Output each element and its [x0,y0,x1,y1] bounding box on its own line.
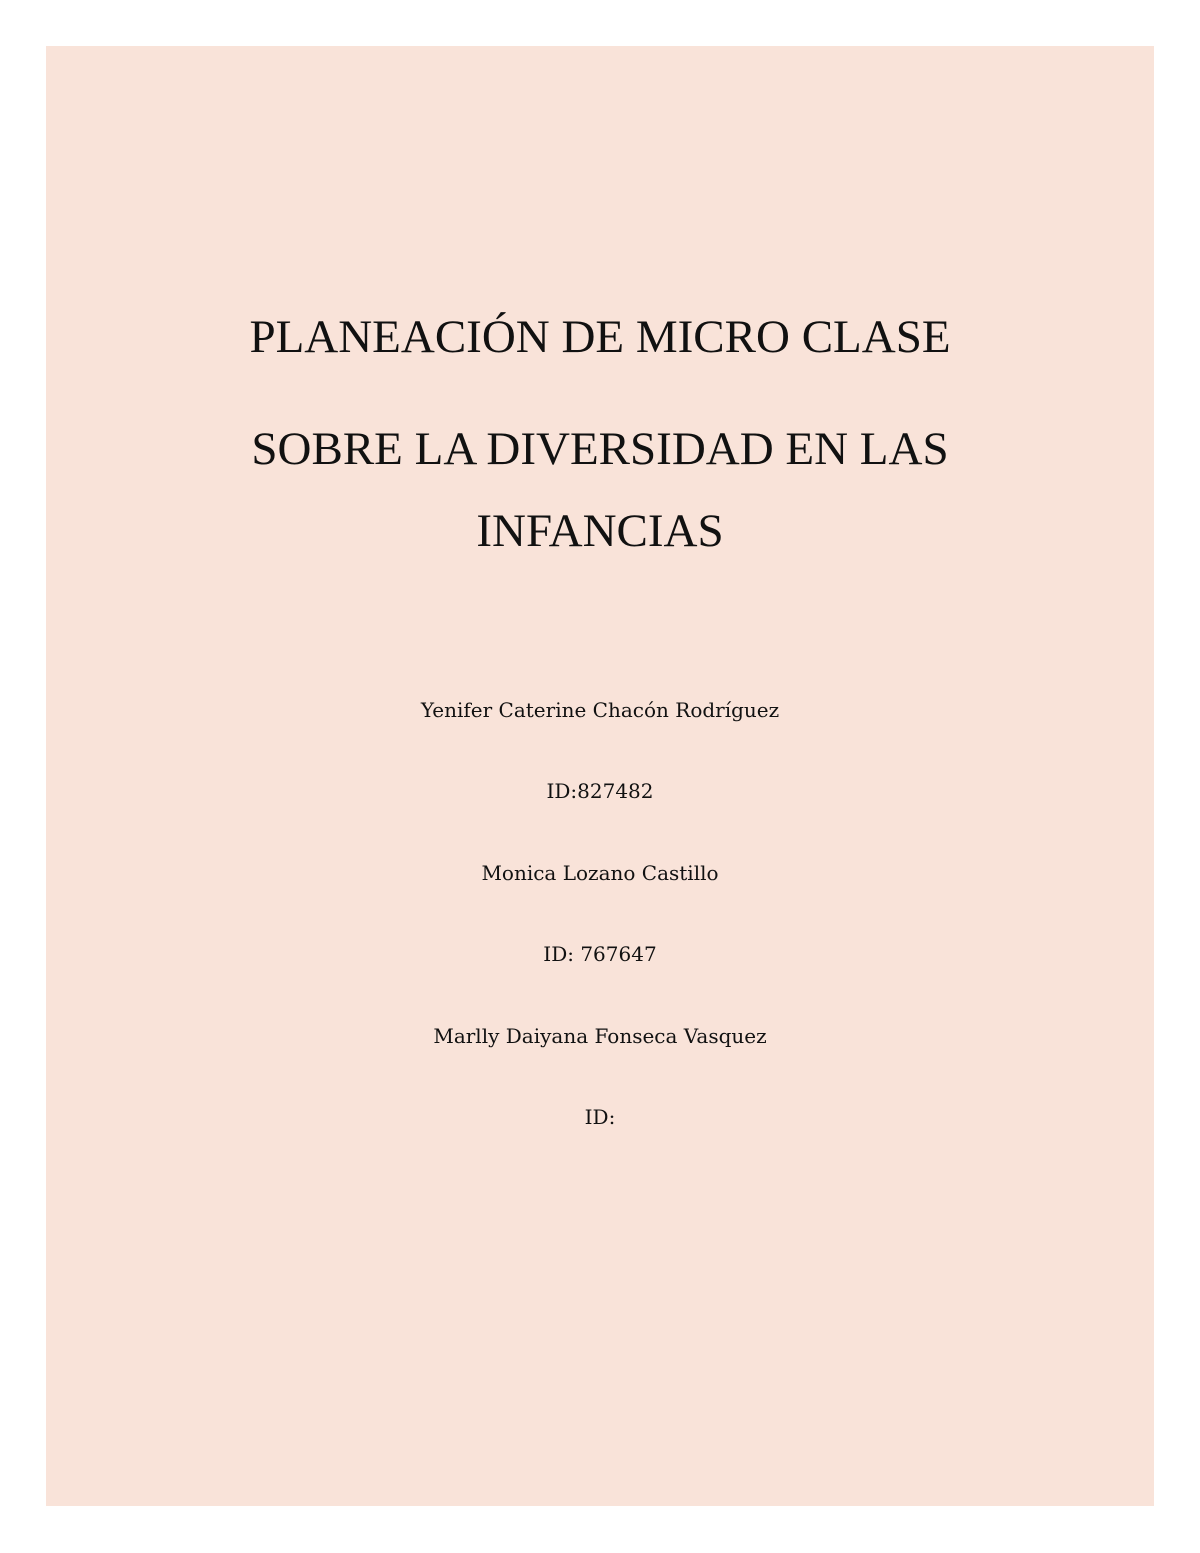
author-id-2: ID: 767647 [543,942,657,966]
author-id-3: ID: [584,1105,616,1129]
title-line-3: INFANCIAS [476,505,724,557]
author-name-3: Marlly Daiyana Fonseca Vasquez [433,1024,767,1048]
author-name-2: Monica Lozano Castillo [481,861,719,885]
title-line-2: SOBRE LA DIVERSIDAD EN LAS [251,423,949,475]
author-name-1: Yenifer Caterine Chacón Rodríguez [420,698,780,722]
title-line-1: PLANEACIÓN DE MICRO CLASE [249,311,951,363]
document-page [46,46,1154,1506]
author-id-1: ID:827482 [546,779,654,803]
